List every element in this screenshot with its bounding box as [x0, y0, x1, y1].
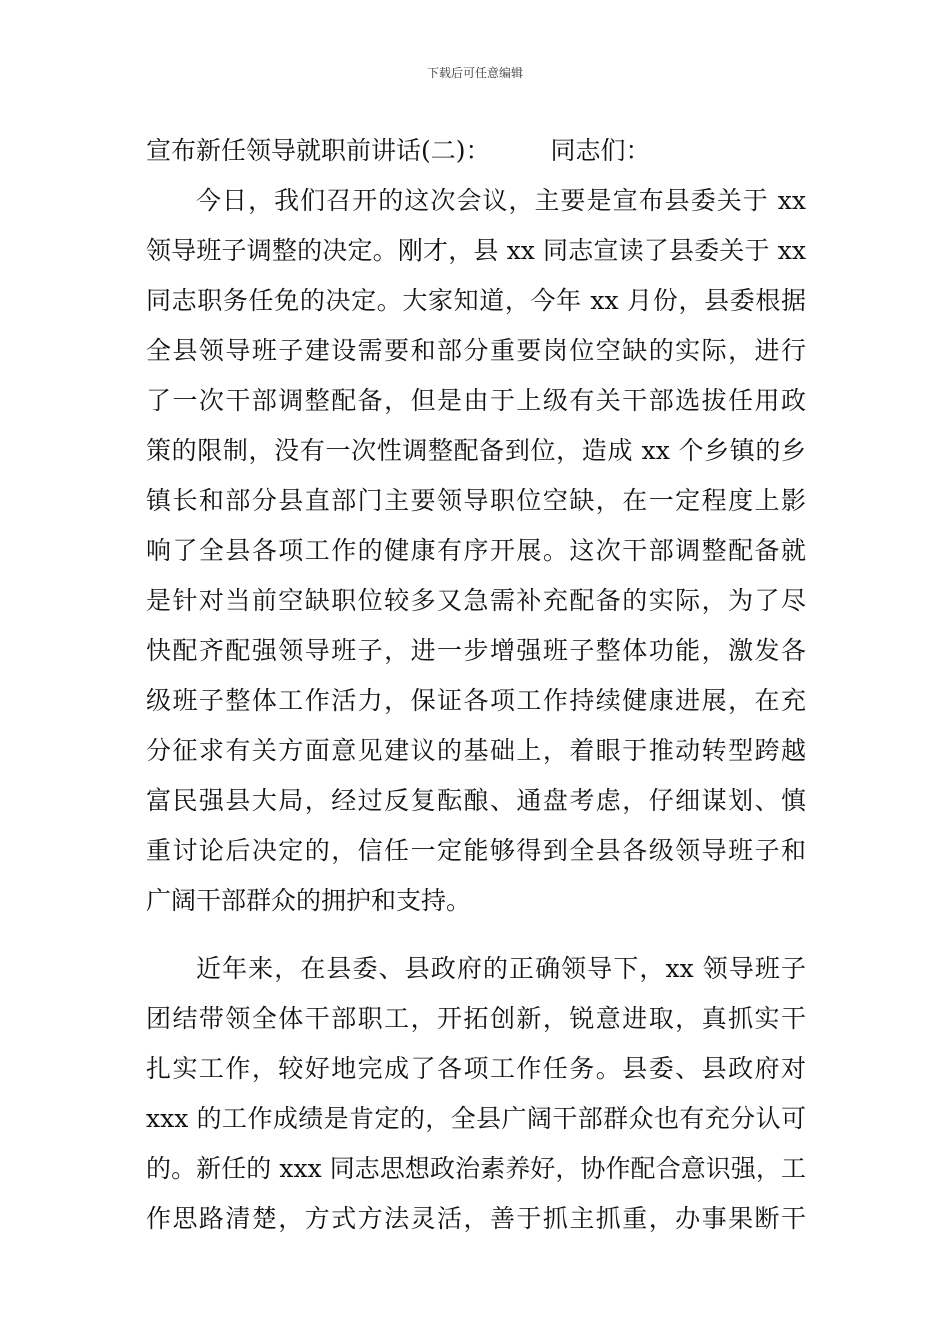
paragraph-line: 响了全县各项工作的健康有序开展。这次干部调整配备就: [146, 536, 806, 565]
paragraph-line: 的。新任的 xxx 同志思想政治素养好，协作配合意识强，工: [146, 1154, 806, 1183]
paragraph-line: 是针对当前空缺职位较多又急需补充配备的实际，为了尽: [146, 586, 806, 615]
paragraph-line: 全县领导班子建设需要和部分重要岗位空缺的实际，进行: [146, 336, 806, 365]
paragraph-line: 作思路清楚，方式方法灵活，善于抓主抓重，办事果断干: [146, 1204, 806, 1233]
salutation: 同志们：: [550, 136, 651, 165]
document-title: 宣布新任领导就职前讲话(二)：: [146, 136, 491, 165]
paragraph-line: 同志职务任免的决定。大家知道，今年 xx 月份，县委根据: [146, 286, 806, 315]
paragraph-line: 快配齐配强领导班子，进一步增强班子整体功能，激发各: [146, 636, 806, 665]
paragraph-line: 广阔干部群众的拥护和支持。: [146, 886, 472, 915]
paragraph-line: 级班子整体工作活力，保证各项工作持续健康进展，在充: [146, 686, 806, 715]
paragraph-line: 策的限制，没有一次性调整配备到位，造成 xx 个乡镇的乡: [146, 436, 806, 465]
paragraph-line: 近年来，在县委、县政府的正确领导下，xx 领导班子: [196, 954, 806, 983]
document-body: [146, 126, 806, 1244]
title-line: [146, 126, 806, 176]
paragraph-1: [146, 176, 806, 926]
paragraph-line: 领导班子调整的决定。刚才，县 xx 同志宣读了县委关于 xx: [146, 236, 806, 265]
paragraph-line: 重讨论后决定的，信任一定能够得到全县各级领导班子和: [146, 836, 806, 865]
paragraph-line: 镇长和部分县直部门主要领导职位空缺，在一定程度上影: [146, 486, 806, 515]
paragraph-line: 扎实工作，较好地完成了各项工作任务。县委、县政府对: [146, 1054, 806, 1083]
paragraph-line: 了一次干部调整配备，但是由于上级有关干部选拔任用政: [146, 386, 806, 415]
paragraph-2: [146, 944, 806, 1244]
paragraph-line: 分征求有关方面意见建议的基础上，着眼于推动转型跨越: [146, 736, 806, 765]
paragraph-line: 富民强县大局，经过反复酝酿、通盘考虑，仔细谋划、慎: [146, 786, 806, 815]
paragraph-line: 今日，我们召开的这次会议，主要是宣布县委关于 xx: [196, 186, 806, 215]
page-header: 下载后可任意编辑: [426, 66, 523, 80]
paragraph-line: 团结带领全体干部职工，开拓创新，锐意进取，真抓实干: [146, 1004, 806, 1033]
paragraph-line: xxx 的工作成绩是肯定的，全县广阔干部群众也有充分认可: [146, 1104, 806, 1133]
